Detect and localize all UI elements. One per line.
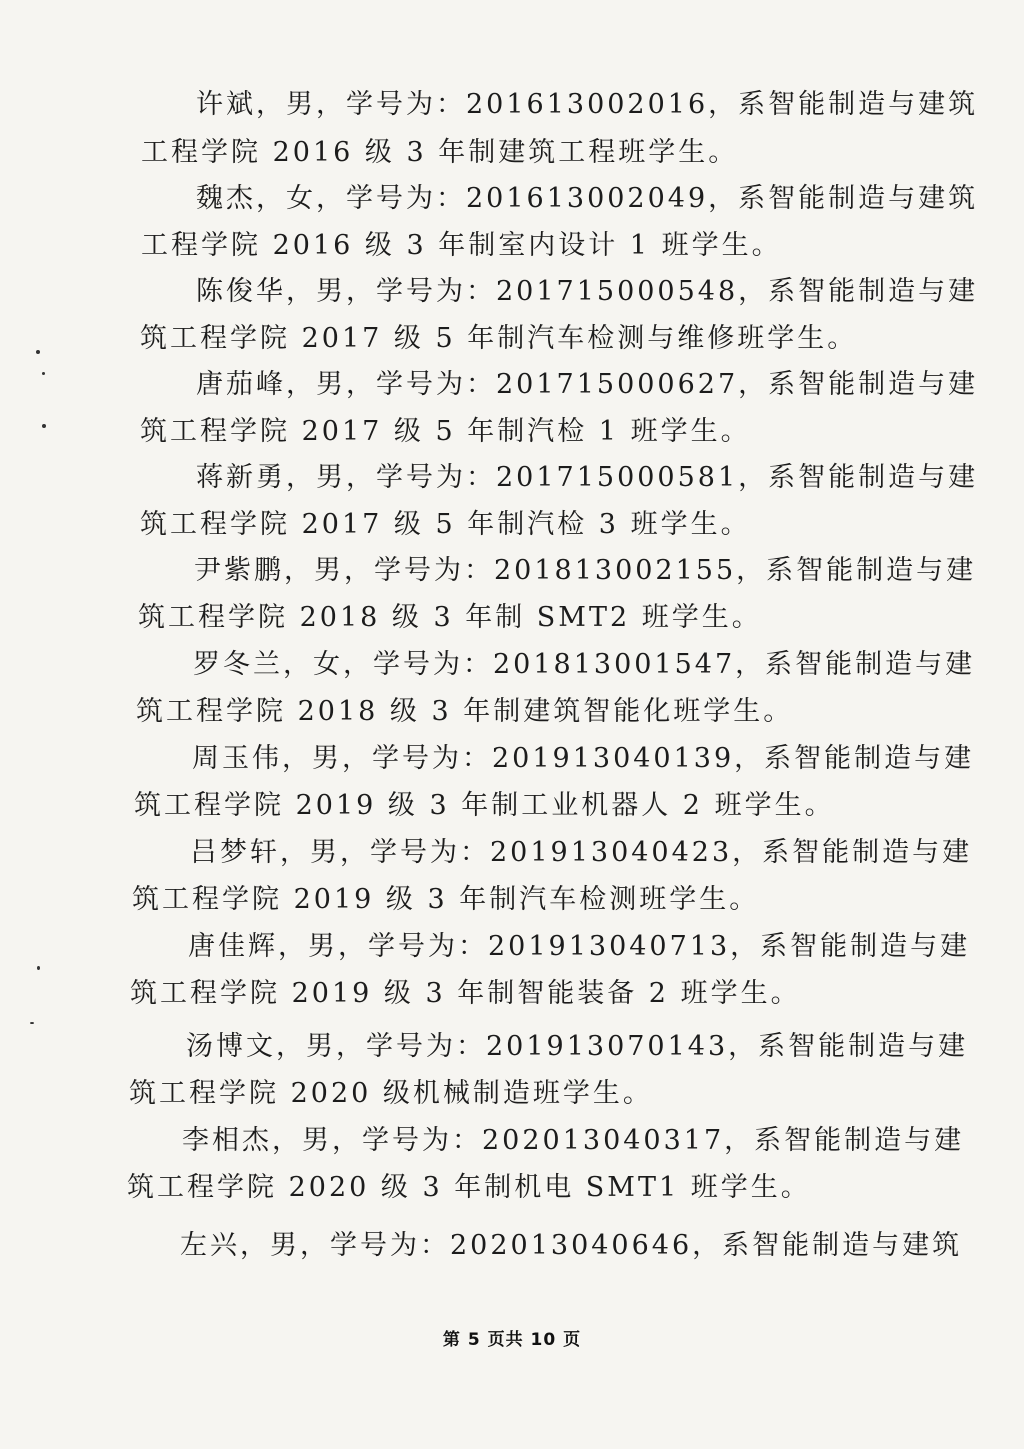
text-line: 筑工程学院 2019 级 3 年制智能装备 2 班学生。 — [130, 978, 801, 1009]
text-line: 筑工程学院 2018 级 3 年制 SMT2 班学生。 — [138, 602, 762, 633]
text-line: 筑工程学院 2019 级 3 年制汽车检测班学生。 — [132, 884, 760, 915]
text-line: 蒋新勇，男，学号为：201715000581，系智能制造与建 — [196, 462, 979, 493]
text-line: 筑工程学院 2019 级 3 年制工业机器人 2 班学生。 — [134, 790, 835, 821]
text-line: 筑工程学院 2018 级 3 年制建筑智能化班学生。 — [136, 696, 794, 727]
text-line: 李相杰，男，学号为：202013040317，系智能制造与建 — [182, 1125, 965, 1156]
scan-speck — [42, 372, 45, 375]
text-line: 筑工程学院 2020 级机械制造班学生。 — [129, 1078, 653, 1109]
text-line: 唐茄峰，男，学号为：201715000627，系智能制造与建 — [196, 369, 979, 400]
scan-speck — [42, 424, 46, 428]
text-line: 吕梦轩，男，学号为：201913040423，系智能制造与建 — [190, 837, 973, 868]
text-line: 周玉伟，男，学号为：201913040139，系智能制造与建 — [192, 743, 975, 774]
text-line: 工程学院 2016 级 3 年制建筑工程班学生。 — [141, 137, 739, 168]
text-line: 罗冬兰，女，学号为：201813001547，系智能制造与建 — [193, 649, 976, 680]
text-line: 魏杰，女，学号为：201613002049，系智能制造与建筑 — [196, 183, 979, 214]
text-line: 陈俊华，男，学号为：201715000548，系智能制造与建 — [196, 276, 979, 307]
page-number-footer: 第 5 页共 10 页 — [442, 1330, 582, 1350]
text-line: 汤博文，男，学号为：201913070143，系智能制造与建 — [186, 1031, 969, 1062]
text-line: 左兴，男，学号为：202013040646，系智能制造与建筑 — [180, 1230, 963, 1261]
scan-speck — [36, 350, 40, 354]
text-line: 筑工程学院 2017 级 5 年制汽检 1 班学生。 — [140, 416, 751, 447]
text-line: 筑工程学院 2017 级 5 年制汽车检测与维修班学生。 — [140, 323, 858, 354]
text-line: 筑工程学院 2020 级 3 年制机电 SMT1 班学生。 — [127, 1172, 811, 1203]
text-line: 许斌，男，学号为：201613002016，系智能制造与建筑 — [196, 89, 979, 120]
scan-speck — [30, 1022, 34, 1024]
text-line: 筑工程学院 2017 级 5 年制汽检 3 班学生。 — [140, 509, 751, 540]
text-line: 尹紫鹏，男，学号为：201813002155，系智能制造与建 — [194, 555, 977, 586]
scan-speck — [37, 966, 40, 970]
text-line: 唐佳辉，男，学号为：201913040713，系智能制造与建 — [188, 931, 971, 962]
text-line: 工程学院 2016 级 3 年制室内设计 1 班学生。 — [141, 230, 782, 261]
